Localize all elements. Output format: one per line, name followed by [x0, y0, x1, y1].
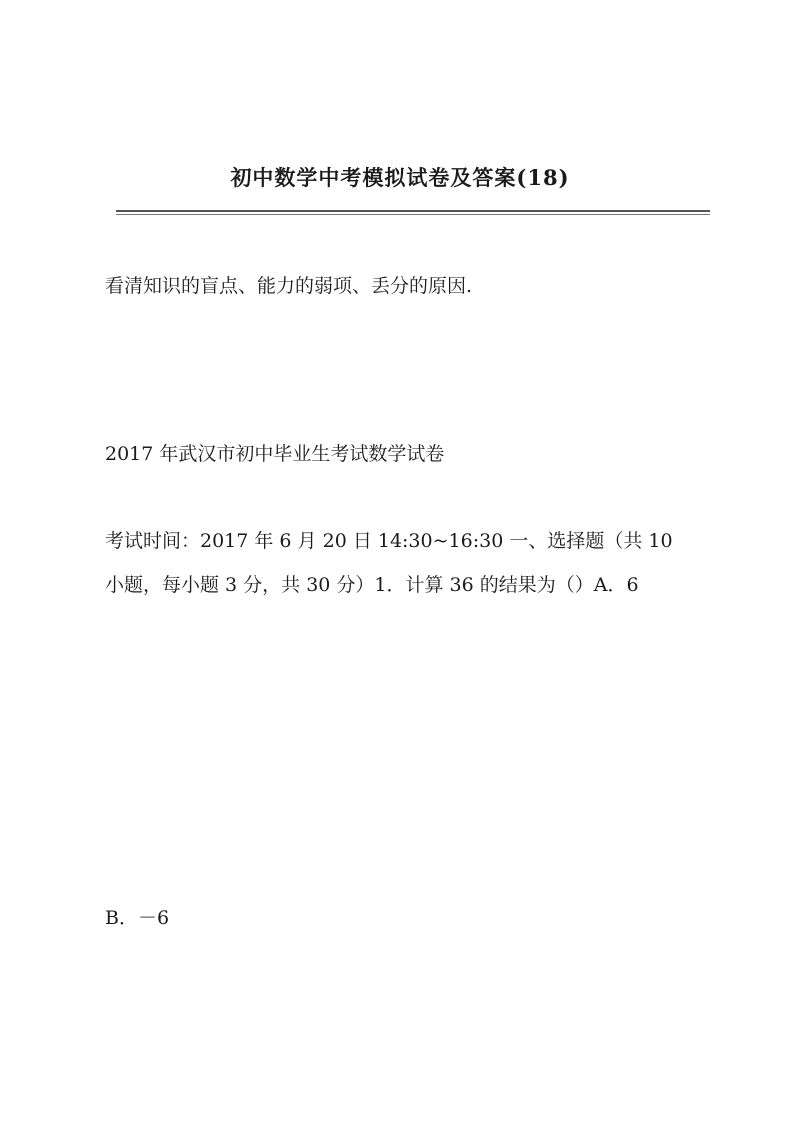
question-1-line: 小题，每小题 3 分，共 30 分）1．计算 36 的结果为（）A．6 [105, 574, 639, 596]
intro-paragraph: 看清知识的盲点、能力的弱项、丢分的原因. [105, 275, 473, 297]
exam-name-paragraph: 2017 年武汉市初中毕业生考试数学试卷 [105, 443, 445, 465]
exam-time-line: 考试时间：2017 年 6 月 20 日 14:30~16:30 一、选择题（共 10 [105, 530, 673, 552]
title-divider-thick [116, 210, 710, 212]
document-title: 初中数学中考模拟试卷及答案(18) [230, 165, 570, 190]
question-1-option-b: B．－6 [105, 907, 170, 929]
title-divider-thin [116, 214, 710, 215]
